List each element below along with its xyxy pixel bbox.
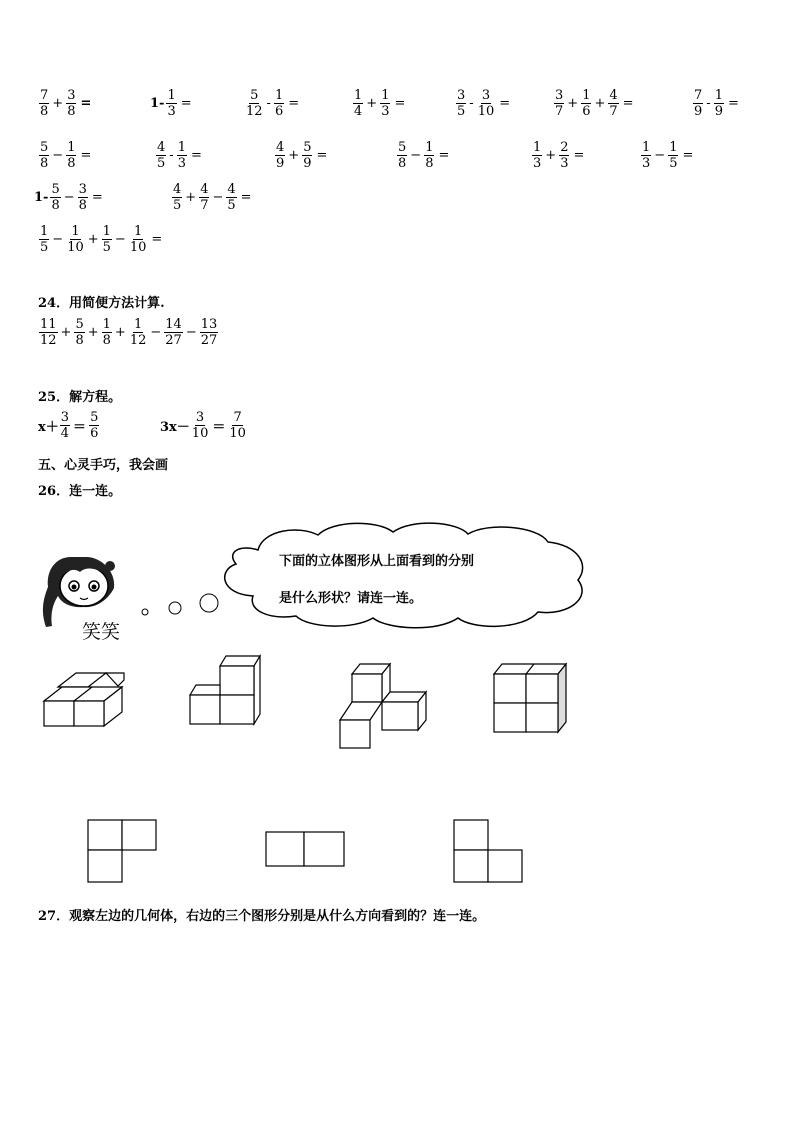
cloud-text-line1: 下面的立体图形从上面看到的分别 (279, 554, 475, 569)
exercise-r2-5: $\frac{1}{3}$ + $\frac{2}{3}$ = (533, 140, 585, 171)
exercise-r3-2: $\frac{4}{5}$ + $\frac{4}{7}$ − $\frac{4}{5}$ = (173, 182, 252, 213)
q27-title: 27．观察左边的几何体，右边的三个图形分别是从什么方向看到的？连一连。 (38, 909, 486, 924)
exercise-r1-5: $\frac{3}{5}$ - $\frac{3}{10}$ = (457, 88, 511, 119)
exercise-r2-6: $\frac{1}{3}$ − $\frac{1}{5}$ = (642, 140, 694, 171)
top-view-shape-2 (264, 830, 348, 870)
exercise-r1-1: $\frac{7}{8}$ + $\frac{3}{8}$ = (40, 88, 92, 119)
q24-title: 24．用简便方法计算. (38, 296, 165, 311)
exercise-r2-3: $\frac{4}{9}$ + $\frac{5}{9}$ = (276, 140, 328, 171)
section-five-title: 五、心灵手巧，我会画 (38, 458, 169, 473)
top-view-shape-3 (452, 818, 526, 884)
exercise-r1-3: $\frac{5}{12}$ - $\frac{1}{6}$ = (246, 88, 300, 119)
speech-cloud (218, 520, 592, 632)
exercise-r1-2: 1- $\frac{1}{3}$ = (150, 88, 192, 119)
exercise-r1-4: $\frac{1}{4}$ + $\frac{1}{3}$ = (354, 88, 406, 119)
exercise-r4-1: $\frac{1}{5}$ − $\frac{1}{10}$ + $\frac{1}{5}$ − $\frac{1}{10}$ = (40, 224, 163, 255)
solid-figure-4 (490, 660, 570, 736)
exercise-r2-4: $\frac{5}{8}$ − $\frac{1}{8}$ = (398, 140, 450, 171)
exercise-r2-1: $\frac{5}{8}$ − $\frac{1}{8}$ = (40, 140, 92, 171)
q24-expression: $\frac{11}{12}$ + $\frac{5}{8}$ + $\frac{1}{8}$ + $\frac{1}{12}$ − $\frac{14}{27}$ − $\frac{13}{27}$ (40, 317, 218, 348)
q25-equation-1: x＋ $\frac{3}{4}$ ＝ $\frac{5}{6}$ (38, 410, 99, 441)
q25-title: 25．解方程。 (38, 390, 122, 405)
q25-equation-2: 3x－ $\frac{3}{10}$ ＝ $\frac{7}{10}$ (160, 410, 246, 441)
exercise-r3-1: 1- $\frac{5}{8}$ − $\frac{3}{8}$ = (34, 182, 103, 213)
q26-title: 26．连一连。 (38, 484, 122, 499)
exercise-r2-2: $\frac{4}{5}$ - $\frac{1}{3}$ = (157, 140, 202, 171)
exercise-r1-6: $\frac{3}{7}$ + $\frac{1}{6}$ + $\frac{4}{7}$ = (555, 88, 634, 119)
solid-figure-1 (40, 670, 130, 730)
cloud-text-line2: 是什么形状？请连一连。 (279, 591, 423, 606)
girl-name-label: 笑笑 (82, 621, 121, 643)
solid-figure-3 (336, 660, 432, 752)
top-view-shape-1 (86, 818, 158, 884)
thought-bubbles (140, 592, 220, 617)
solid-figure-2 (186, 652, 266, 732)
exercise-r1-7: $\frac{7}{9}$ - $\frac{1}{9}$ = (694, 88, 739, 119)
